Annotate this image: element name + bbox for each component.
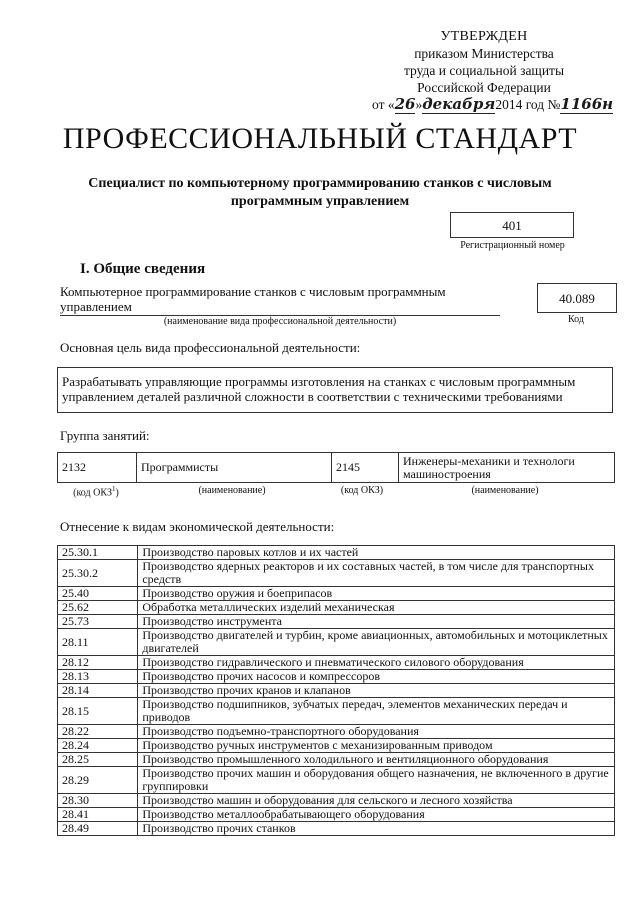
- table-row: [58, 822, 615, 836]
- occupations-table: [57, 452, 615, 483]
- activity-row-name: Производство инструмента: [138, 615, 615, 629]
- table-row: [58, 808, 615, 822]
- activity-row-code: 28.41: [58, 808, 138, 822]
- approval-line-2: труда и социальной защиты: [403, 63, 565, 78]
- occupations-label: Группа занятий:: [60, 428, 150, 443]
- table-row: [58, 794, 615, 808]
- approval-line-1: приказом Министерства: [414, 46, 554, 61]
- activity-row-code: 28.30: [58, 794, 138, 808]
- activity-row-name: Обработка металлических изделий механическая: [138, 601, 615, 615]
- table-row: [58, 587, 615, 601]
- activity-row-code: 28.12: [58, 656, 138, 670]
- okz-code-caption-2: (код ОКЗ): [340, 485, 384, 496]
- order-line: [372, 95, 614, 114]
- activity-row-code: 28.14: [58, 684, 138, 698]
- order-prefix: от «: [372, 97, 395, 112]
- approval-line-3: Российской Федерации: [417, 80, 551, 95]
- activity-row-code: 28.11: [58, 629, 138, 656]
- section-heading: I. Общие сведения: [80, 261, 206, 277]
- activity-row-name: Производство оружия и боеприпасов: [138, 587, 615, 601]
- activity-name: Компьютерное программирование станков с числовым программным управлением: [60, 284, 500, 316]
- activity-row-name: Производство гидравлического и пневматического силового оборудования: [138, 656, 615, 670]
- table-row: [58, 453, 615, 483]
- activity-row-code: 25.40: [58, 587, 138, 601]
- activity-row-name: Производство металлообрабатывающего оборудования: [138, 808, 615, 822]
- approval-block: [372, 28, 614, 113]
- table-row: [58, 560, 615, 587]
- okz-name-1: Программисты: [137, 453, 332, 483]
- okz-code-1: 2132: [58, 453, 137, 483]
- economic-table-body: [58, 546, 615, 836]
- activity-row-name: Производство прочих кранов и клапанов: [138, 684, 615, 698]
- activity-row-name: Производство ручных инструментов с механизированным приводом: [138, 739, 615, 753]
- purpose-text: Разрабатывать управляющие программы изготовления на станках с числовым программным управлением деталей различной сложности в соответствии с техническими требованиями: [62, 374, 576, 404]
- table-row: [58, 739, 615, 753]
- okz-code-caption-1: (код ОКЗ$^1$): [73, 485, 119, 499]
- standard-subtitle: Специалист по компьютерному программированию станков с числовым программным управлением: [88, 176, 552, 209]
- economic-label: Отнесение к видам экономической деятельности:: [60, 519, 335, 534]
- activity-row-code: 25.30.1: [58, 546, 138, 560]
- table-row: [58, 629, 615, 656]
- activity-row-name: Производство подъемно-транспортного оборудования: [138, 725, 615, 739]
- activity-row-name: Производство промышленного холодильного и вентиляционного оборудования: [138, 753, 615, 767]
- activity-row-code: 28.49: [58, 822, 138, 836]
- activity-row-name: Производство машин и оборудования для сельского и лесного хозяйства: [138, 794, 615, 808]
- page-title: ПРОФЕССИОНАЛЬНЫЙ СТАНДАРТ: [62, 122, 578, 155]
- activity-row-name: Производство двигателей и турбин, кроме авиационных, автомобильных и мотоциклетных двигателей: [138, 629, 615, 656]
- activity-row-code: 25.30.2: [58, 560, 138, 587]
- code-label: Код: [568, 314, 584, 325]
- activity-row-code: 28.24: [58, 739, 138, 753]
- table-row: [58, 698, 615, 725]
- order-number-handwritten: 1166н: [560, 95, 614, 113]
- activity-code: 40.089: [559, 290, 595, 306]
- okz-name-2: Инженеры-механики и технологи машиностроения: [399, 453, 615, 483]
- order-mid: »: [415, 97, 423, 112]
- table-row: [58, 767, 615, 794]
- activity-row-name: Производство ядерных реакторов и их составных частей, в том числе для транспортных средств: [138, 560, 615, 587]
- table-row: [58, 656, 615, 670]
- activity-row-name: Производство прочих машин и оборудования общего назначения, не включенного в другие группировки: [138, 767, 615, 794]
- table-row: [58, 601, 615, 615]
- registration-number: 401: [502, 217, 522, 233]
- approval-title: УТВЕРЖДЕН: [440, 29, 528, 44]
- registration-number-box: [450, 212, 574, 238]
- economic-table: [57, 545, 615, 836]
- okz-code-2: 2145: [332, 453, 399, 483]
- table-row: [58, 684, 615, 698]
- activity-row-code: 28.15: [58, 698, 138, 725]
- okz-name-caption-2: (наименование): [471, 485, 539, 496]
- activity-row-code: 25.73: [58, 615, 138, 629]
- table-row: [58, 546, 615, 560]
- activity-row-code: 28.22: [58, 725, 138, 739]
- activity-row-name: Производство прочих станков: [138, 822, 615, 836]
- order-day-handwritten: 26: [394, 95, 416, 113]
- activity-row-code: 28.25: [58, 753, 138, 767]
- table-row: [58, 753, 615, 767]
- registration-label: Регистрационный номер: [460, 240, 565, 251]
- activity-row-code: 28.13: [58, 670, 138, 684]
- activity-caption: (наименование вида профессиональной деятельности): [163, 316, 397, 327]
- table-row: [58, 725, 615, 739]
- order-month-handwritten: декабря: [422, 95, 496, 113]
- activity-row-code: 25.62: [58, 601, 138, 615]
- okz-name-caption-1: (наименование): [198, 485, 266, 496]
- order-year: 2014 год №: [495, 97, 561, 112]
- table-row: [58, 615, 615, 629]
- activity-code-box: [537, 283, 617, 313]
- purpose-box: [57, 367, 613, 413]
- activity-row-name: Производство подшипников, зубчатых передач, элементов механических передач и приводов: [138, 698, 615, 725]
- activity-row-name: Производство прочих насосов и компрессоров: [138, 670, 615, 684]
- purpose-label: Основная цель вида профессиональной деятельности:: [60, 340, 361, 355]
- table-row: [58, 670, 615, 684]
- activity-row-name: Производство паровых котлов и их частей: [138, 546, 615, 560]
- activity-row-code: 28.29: [58, 767, 138, 794]
